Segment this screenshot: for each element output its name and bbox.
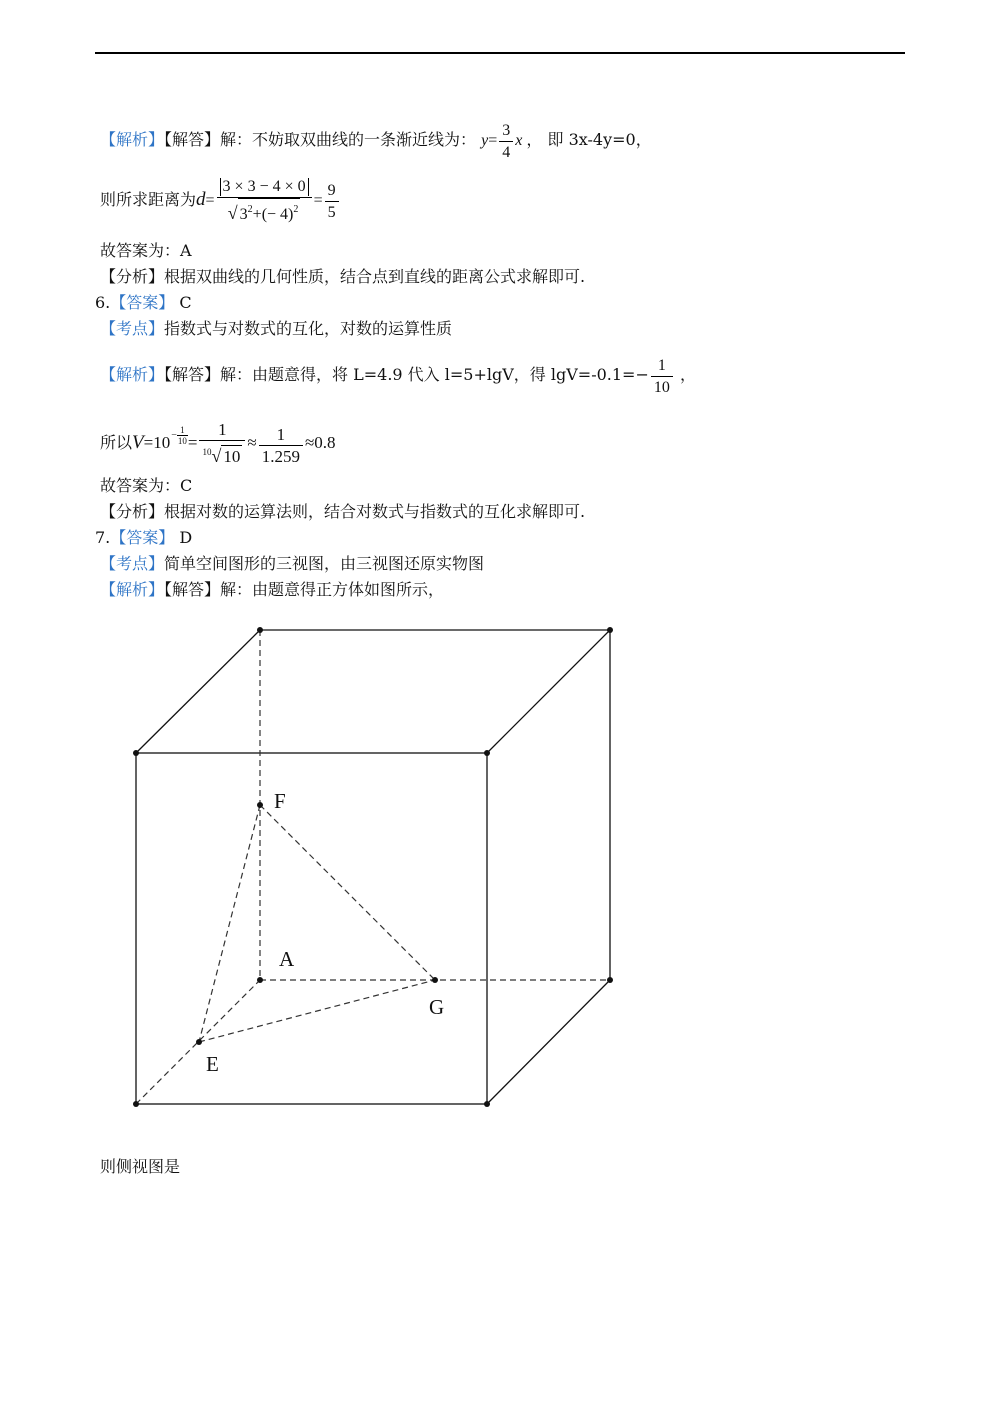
vertex-dot	[607, 627, 613, 633]
label-F: F	[274, 789, 286, 813]
label-A: A	[279, 947, 295, 971]
point-F-dot	[257, 802, 263, 808]
q6-analysis: 【分析】根据对数的运算法则，结合对数式与指数式的互化求解即可.	[100, 502, 586, 521]
q7-answer: 7.【答案】 D	[95, 528, 193, 547]
asymptote-formula: y= $\frac{3}{4}$ x	[481, 122, 523, 161]
q6-solution-line-1: 【解析】【解答】解：由题意得，将 L=4.9 代入 l=5+lgV，得 lgV=-0.1=− $\frac{1}{10}$ ，	[100, 357, 696, 396]
label-G: G	[429, 995, 445, 1019]
vertex-dot	[133, 750, 139, 756]
segment-EG	[199, 980, 435, 1042]
jiexi-tag: 【解析】	[100, 130, 165, 149]
q6-solution-line-2: 所以V=10− $\frac{1}{10}$ = $\frac{1}{^{10}√ 10}$ ≈ $\frac{1}{1.259}$ ≈0.8	[100, 420, 336, 466]
cube-edge-top-right	[487, 630, 610, 753]
vertex-dot	[607, 977, 613, 983]
point-G-dot	[432, 977, 438, 983]
label-E: E	[206, 1052, 219, 1076]
jieda-tag: 【解答】	[164, 130, 221, 149]
vertex-dot	[484, 750, 490, 756]
q7-kaodian: 【考点】简单空间图形的三视图，由三视图还原实物图	[100, 554, 485, 573]
vertex-dot	[133, 1101, 139, 1107]
cube-edge-top-left	[136, 630, 260, 753]
segment-FE	[199, 805, 260, 1042]
q7-solution-line-1: 【解析】【解答】解：由题意得正方体如图所示，	[100, 580, 445, 599]
point-E-dot	[196, 1039, 202, 1045]
distance-formula: d= $\frac{3 \times 3 - 4 \times 0}{√ 3^2+(- 4)^2}$ = $\frac{9}{5}$	[196, 192, 341, 209]
q5-line2-text: 则所求距离为	[100, 190, 197, 209]
q6-kaodian: 【考点】指数式与对数式的互化，对数的运算性质	[100, 319, 453, 338]
point-A-dot	[257, 977, 263, 983]
q5-line1-text: 解：不妨取双曲线的一条渐近线为：	[220, 130, 477, 149]
q7-closing: 则侧视图是	[100, 1157, 181, 1176]
cube-edge-bottom-right	[487, 980, 610, 1104]
q5-line1-after: ， 即 3x-4y=0，	[526, 130, 652, 149]
q5-analysis: 【分析】根据双曲线的几何性质，结合点到直线的距离公式求解即可.	[100, 267, 586, 286]
q5-answer-line: 故答案为：A	[100, 241, 192, 260]
vertex-dot	[484, 1101, 490, 1107]
vertex-dot	[257, 627, 263, 633]
q6-answer-line: 故答案为：C	[100, 476, 193, 495]
q6-answer: 6.【答案】 C	[95, 293, 192, 312]
